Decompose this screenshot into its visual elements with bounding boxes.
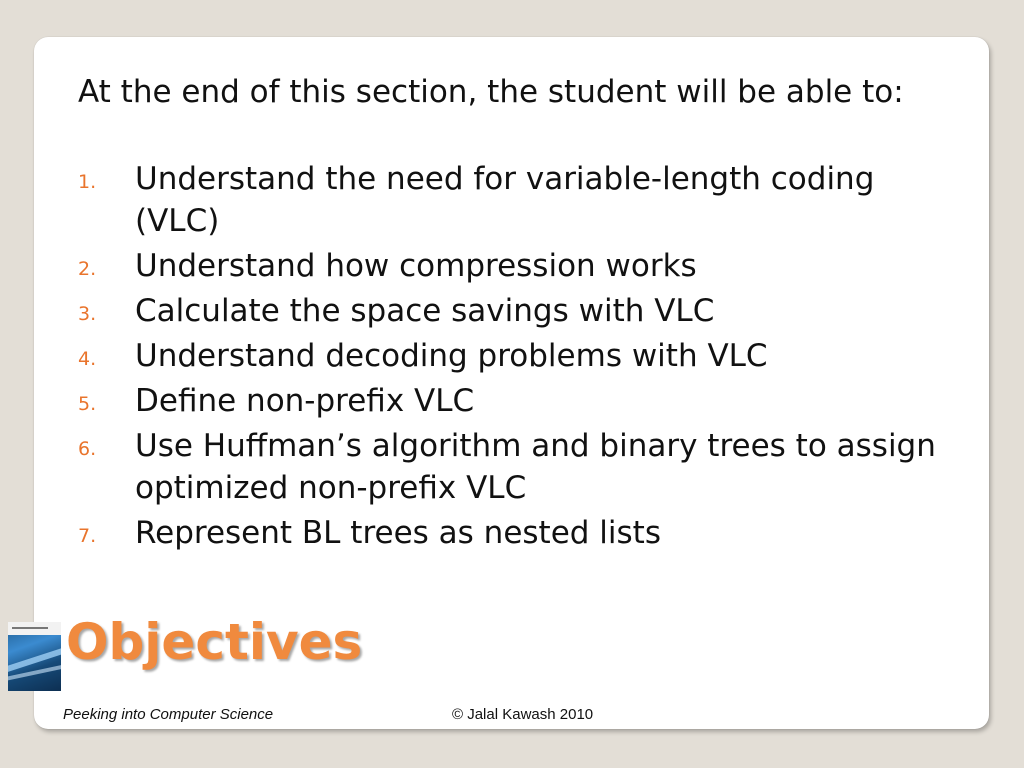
- list-item-number: 5.: [78, 393, 97, 415]
- intro-text: At the end of this section, the student will be able to:: [78, 74, 904, 110]
- list-item-text: Understand the need for variable-length coding (VLC): [135, 161, 875, 239]
- list-item: [78, 512, 968, 554]
- list-item: [78, 245, 968, 287]
- list-item-number: 7.: [78, 525, 97, 547]
- objectives-list: [78, 158, 968, 557]
- list-item: [78, 158, 968, 242]
- list-item: [78, 380, 968, 422]
- list-item: [78, 335, 968, 377]
- list-item-number: 6.: [78, 438, 97, 460]
- list-item-text: Represent BL trees as nested lists: [135, 515, 661, 551]
- list-item-text: Use Huffman’s algorithm and binary trees to assign optimized non-prefix VLC: [135, 428, 936, 506]
- list-item-text: Understand how compression works: [135, 248, 697, 284]
- footer-copyright: © Jalal Kawash 2010: [452, 706, 594, 723]
- book-cover-image: [8, 622, 61, 691]
- list-item-number: 3.: [78, 303, 97, 325]
- list-item-number: 4.: [78, 348, 97, 370]
- list-item-text: Define non-prefix VLC: [135, 383, 475, 419]
- list-item-number: 2.: [78, 258, 97, 280]
- list-item-text: Understand decoding problems with VLC: [135, 338, 768, 374]
- list-item-text: Calculate the space savings with VLC: [135, 293, 715, 329]
- footer-course-name: Peeking into Computer Science: [63, 706, 274, 723]
- slide-title: Objectives: [66, 613, 363, 671]
- list-item: [78, 425, 968, 509]
- list-item-number: 1.: [78, 171, 97, 193]
- list-item: [78, 290, 968, 332]
